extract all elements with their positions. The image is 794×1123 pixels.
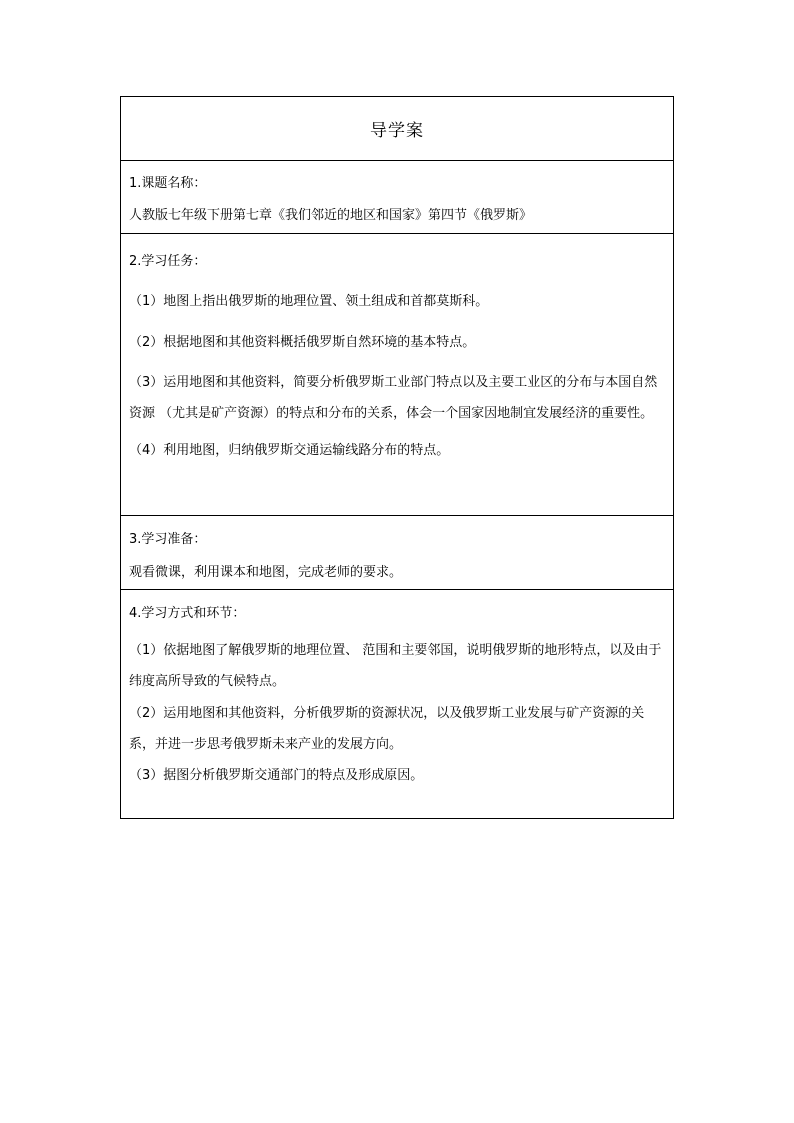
section-paragraph: （4）利用地图，归纳俄罗斯交通运输线路分布的特点。 <box>129 443 450 458</box>
section-topic <box>121 160 673 233</box>
title-cell <box>121 97 673 160</box>
document-title: 导学案 <box>370 121 424 141</box>
section-paragraph: 观看微课，利用课本和地图，完成老师的要求。 <box>129 565 403 580</box>
section-learning-methods <box>121 589 673 818</box>
section-learning-tasks <box>121 233 673 515</box>
section-paragraph: （1）地图上指出俄罗斯的地理位置、领土组成和首都莫斯科。 <box>129 294 489 309</box>
section-heading: 3.学习准备： <box>129 532 207 547</box>
section-heading: 2.学习任务： <box>129 254 207 269</box>
section-paragraph: （2）运用地图和其他资料，分析俄罗斯的资源状况，以及俄罗斯工业发展与矿产资源的关系，并进一步思考俄罗斯未来产业的发展方向。 <box>129 706 645 752</box>
section-paragraph: （3）运用地图和其他资料，简要分析俄罗斯工业部门特点以及主要工业区的分布与本国自然资源 （尤其是矿产资源）的特点和分布的关系，体会一个国家因地制宜发展经济的重要性。 <box>129 375 658 421</box>
section-preparation <box>121 515 673 589</box>
section-heading: 4.学习方式和环节： <box>129 606 246 621</box>
section-paragraph: 人教版七年级下册第七章《我们邻近的地区和国家》第四节《俄罗斯》 <box>129 208 533 223</box>
section-heading: 1.课题名称： <box>129 176 207 191</box>
guide-table <box>120 96 674 819</box>
section-paragraph: （3）据图分析俄罗斯交通部门的特点及形成原因。 <box>129 768 424 783</box>
section-paragraph: （2）根据地图和其他资料概括俄罗斯自然环境的基本特点。 <box>129 335 476 350</box>
section-paragraph: （1）依据地图了解俄罗斯的地理位置、 范围和主要邻国，说明俄罗斯的地形特点，以及由于纬度高所导致的气候特点。 <box>129 643 662 689</box>
